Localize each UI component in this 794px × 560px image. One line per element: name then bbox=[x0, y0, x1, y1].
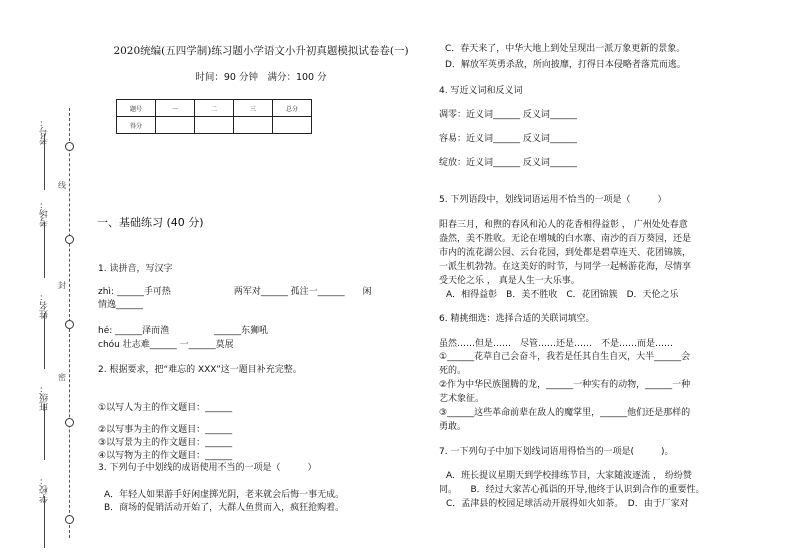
question-3-option: A．年轻人如果游手好闲虚掷光阴，老来就会后悔一事无成。 bbox=[104, 490, 345, 500]
question-1-line: zhì: ______手可热 两军对______ 孤注一______ 闲 bbox=[98, 287, 372, 297]
question-6-line: ②作为中华民族图腾的龙，______一种实有的动物，______一种 bbox=[439, 380, 691, 390]
section-heading: 一、基础练习 (40 分) bbox=[97, 216, 204, 229]
question-1-line: chóu 壮志难______ 一______莫展 bbox=[98, 340, 234, 350]
score-entry-cell[interactable] bbox=[234, 117, 273, 134]
question-2-line: ①以写人为主的作文题目：______ bbox=[98, 403, 233, 413]
exam-time-score: 时间：90 分钟 满分：100 分 bbox=[195, 72, 327, 83]
binding-hole-icon bbox=[65, 320, 74, 329]
question-5-passage: 市内的流花湖公园、云台花园，到处都是碧草连天、花团锦簇， bbox=[439, 248, 692, 258]
exam-title: 2020统编(五四学制)练习题小学语文小升初真题模拟试卷卷(一) bbox=[113, 45, 409, 57]
question-4-line: 绽放：近义词______ 反义词______ bbox=[439, 158, 577, 168]
score-table-header-cell: 二 bbox=[195, 100, 234, 117]
name-field[interactable] bbox=[44, 313, 45, 369]
question-5-passage: 盎然，美不胜收。无论在增城的白水寨、南沙的百万葵园，还是 bbox=[439, 234, 692, 244]
binding-hole-icon bbox=[65, 515, 74, 524]
score-table-header-cell: 总分 bbox=[273, 100, 312, 117]
question-6: 6. 精挑细选：选择合适的关联词填空。 bbox=[439, 314, 595, 324]
question-2-line: ②以写事为主的作文题目：______ bbox=[98, 425, 233, 435]
binding-hole-icon bbox=[65, 142, 74, 151]
question-6-words: 虽然……但是…… 尽管……还是…… 不是……而是…… bbox=[439, 339, 674, 349]
question-5-passage: 阳春三月，和煦的春风和沁人的花香相得益彰 ， 广州处处春意 bbox=[439, 220, 688, 230]
question-3: 3. 下列句子中划线的成语使用不当的一项是（ ） bbox=[98, 463, 317, 473]
question-7-option: A．班长提议星期天到学校排练节目，大家随波逐流 ， 纷纷赞 bbox=[446, 471, 692, 481]
score-entry-cell[interactable] bbox=[273, 117, 312, 134]
question-2: 2. 根据要求，把“难忘的 XXX”这一题目补充完整。 bbox=[98, 365, 302, 375]
exam-room-label: 考场： bbox=[40, 200, 50, 227]
question-5: 5. 下列语段中，划线词语运用不恰当的一项是（ ） bbox=[439, 195, 667, 205]
class-label: 班级： bbox=[40, 384, 50, 411]
exam-number-label: 考号： bbox=[40, 118, 50, 145]
question-7-option: C．孟津县的校园足球活动开展得如火如荼。 D．由于厂家对 bbox=[446, 499, 689, 509]
question-2-line: ③以写景为主的作文题目：______ bbox=[98, 438, 233, 448]
question-1-line: 情逸______ bbox=[98, 300, 144, 310]
class-field[interactable] bbox=[44, 404, 45, 460]
binding-strip bbox=[0, 0, 80, 560]
cut-mark: 线 bbox=[58, 181, 66, 190]
cut-mark: 封 bbox=[58, 281, 66, 290]
score-table bbox=[116, 99, 312, 134]
question-4: 4. 写近义词和反义词 bbox=[439, 86, 523, 96]
question-6-line: 艺术象征。 bbox=[439, 394, 485, 404]
binding-hole-icon bbox=[65, 235, 74, 244]
question-1-line: hé: ______泽而渔 ______东狮吼 bbox=[98, 326, 269, 336]
question-6-line: 死的。 bbox=[439, 366, 467, 376]
score-entry-cell[interactable] bbox=[156, 117, 195, 134]
question-6-line: ①______花草自己会奋斗，我若是任其自生自灭，大半______会 bbox=[439, 352, 691, 362]
exam-room-field[interactable] bbox=[44, 222, 45, 278]
name-label: 姓名： bbox=[40, 292, 50, 319]
binding-hole-icon bbox=[65, 418, 74, 427]
question-3-option: B．商场的促销活动开始了，大群人鱼贯而入，疯狂抢购着。 bbox=[104, 503, 345, 513]
score-table-header-cell: 题号 bbox=[117, 100, 156, 117]
question-5-options: A．相得益彰 B．美不胜收 C．花团锦簇 D．天伦之乐 bbox=[446, 290, 679, 300]
school-field[interactable] bbox=[44, 496, 45, 548]
question-2-line: ④以写物为主的作文题目：______ bbox=[98, 451, 233, 461]
question-7-option: 同。 B．经过大家苦心孤诣的开导,他终于认识到合作的重要性。 bbox=[439, 485, 705, 495]
cut-mark: 密 bbox=[58, 373, 66, 382]
exam-number-field[interactable] bbox=[44, 134, 45, 190]
question-3-option: C．春天来了，中华大地上到处呈现出一派万象更新的景象。 bbox=[445, 44, 686, 54]
question-4-line: 凋零：近义词______ 反义词______ bbox=[439, 110, 577, 120]
question-6-line: 勇敢。 bbox=[439, 422, 467, 432]
question-5-passage: 一派生机勃勃。在这美好的时节，与同学一起畅游花海，尽情享 bbox=[439, 262, 692, 272]
question-3-option: D．解放军英勇杀敌，所向披靡，打得日本侵略者落荒而逃。 bbox=[445, 60, 686, 70]
score-table-label-cell: 得分 bbox=[117, 117, 156, 134]
question-6-line: ③______这些革命前辈在敌人的魔掌里，______他们还是那样的 bbox=[439, 408, 691, 418]
score-table-header-cell: 三 bbox=[234, 100, 273, 117]
question-1: 1. 读拼音，写汉字 bbox=[98, 264, 173, 274]
score-entry-cell[interactable] bbox=[195, 117, 234, 134]
score-table-header-cell: 一 bbox=[156, 100, 195, 117]
school-label: 学校： bbox=[40, 476, 50, 503]
question-7: 7. 一下列句子中加下划线词语用得恰当的一项是( )。 bbox=[439, 447, 674, 457]
question-4-line: 容易：近义词______ 反义词______ bbox=[439, 134, 577, 144]
question-5-passage: 受天伦之乐 ， 真是人生一大乐事。 bbox=[439, 276, 580, 286]
